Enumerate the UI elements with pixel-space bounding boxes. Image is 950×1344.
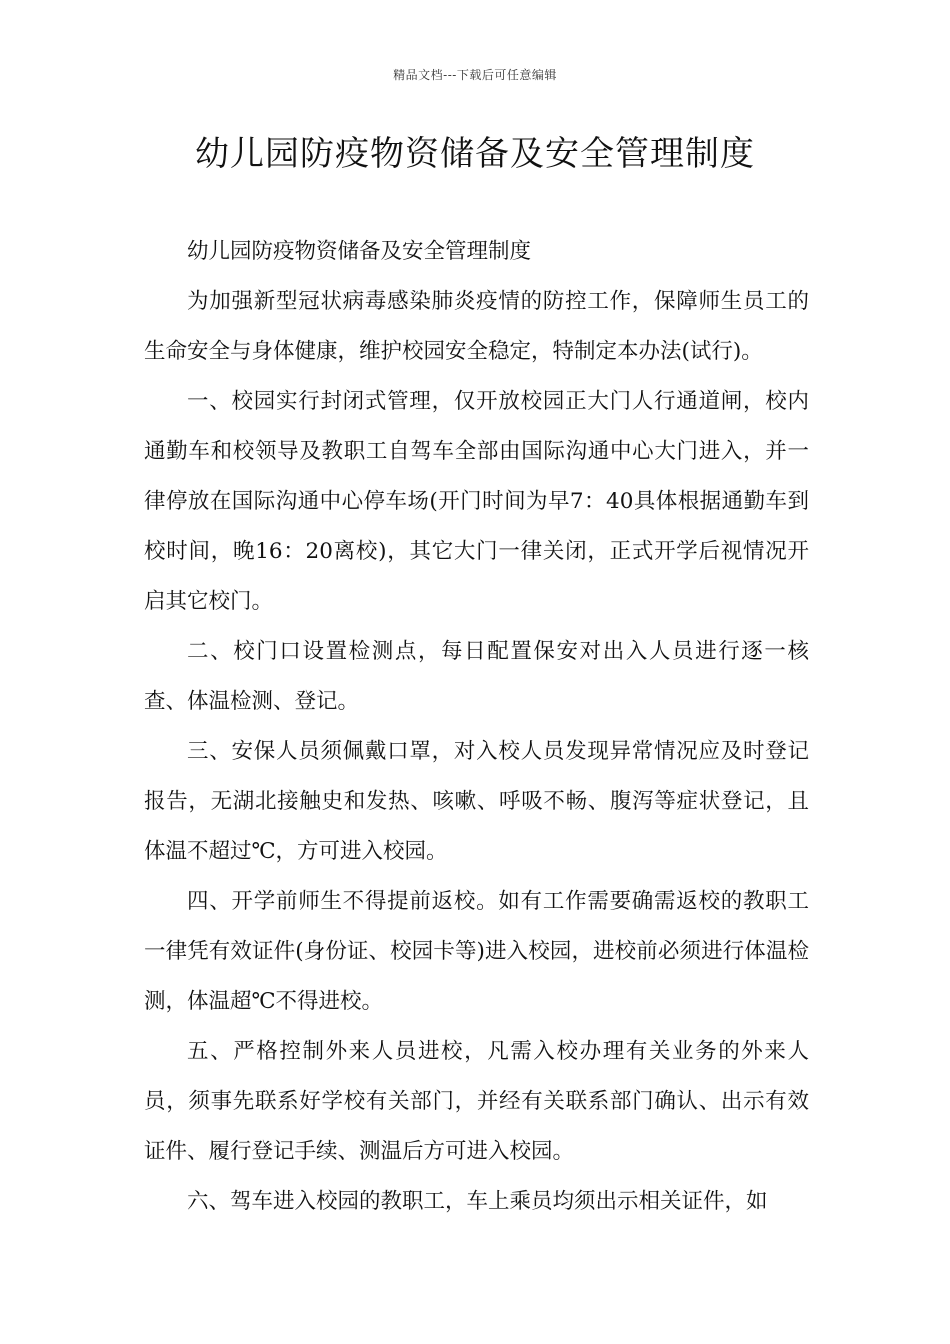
paragraph-item-6: 六、驾车进入校园的教职工，车上乘员均须出示相关证件，如 — [187, 1189, 768, 1214]
paragraph-item-1: 一、校园实行封闭式管理，仅开放校园正大门人行通道闸，校内通勤车和校领导及教职工自驾车全部由国际沟通中心大门进入，并一律停放在国际沟通中心停车场(开门时间为早7：40具体根据通勤车到校时间，晚16：20离校)，其它大门一律关闭，正式开学后视情况开启其它校门。 — [144, 389, 809, 614]
paragraph-item-3: 三、安保人员须佩戴口罩，对入校人员发现异常情况应及时登记报告，无湖北接触史和发热、咳嗽、呼吸不畅、腹泻等症状登记，且体温不超过℃，方可进入校园。 — [144, 739, 809, 864]
paragraph-item-5: 五、严格控制外来人员进校，凡需入校办理有关业务的外来人员，须事先联系好学校有关部门，并经有关联系部门确认、出示有效证件、履行登记手续、测温后方可进入校园。 — [144, 1039, 809, 1164]
document-body — [144, 227, 809, 1227]
paragraph-item-2: 二、校门口设置检测点，每日配置保安对出入人员进行逐一核查、体温检测、登记。 — [144, 639, 809, 714]
paragraph-intro: 为加强新型冠状病毒感染肺炎疫情的防控工作，保障师生员工的生命安全与身体健康，维护校园安全稳定，特制定本办法(试行)。 — [144, 289, 809, 364]
document-title: 幼儿园防疫物资储备及安全管理制度 — [195, 134, 755, 174]
paragraph-item-4: 四、开学前师生不得提前返校。如有工作需要确需返校的教职工一律凭有效证件(身份证、校园卡等)进入校园，进校前必须进行体温检测，体温超℃不得进校。 — [144, 889, 809, 1014]
paragraph-subtitle: 幼儿园防疫物资储备及安全管理制度 — [187, 239, 532, 264]
document-header-note: 精品文档---下载后可任意编辑 — [393, 68, 557, 82]
